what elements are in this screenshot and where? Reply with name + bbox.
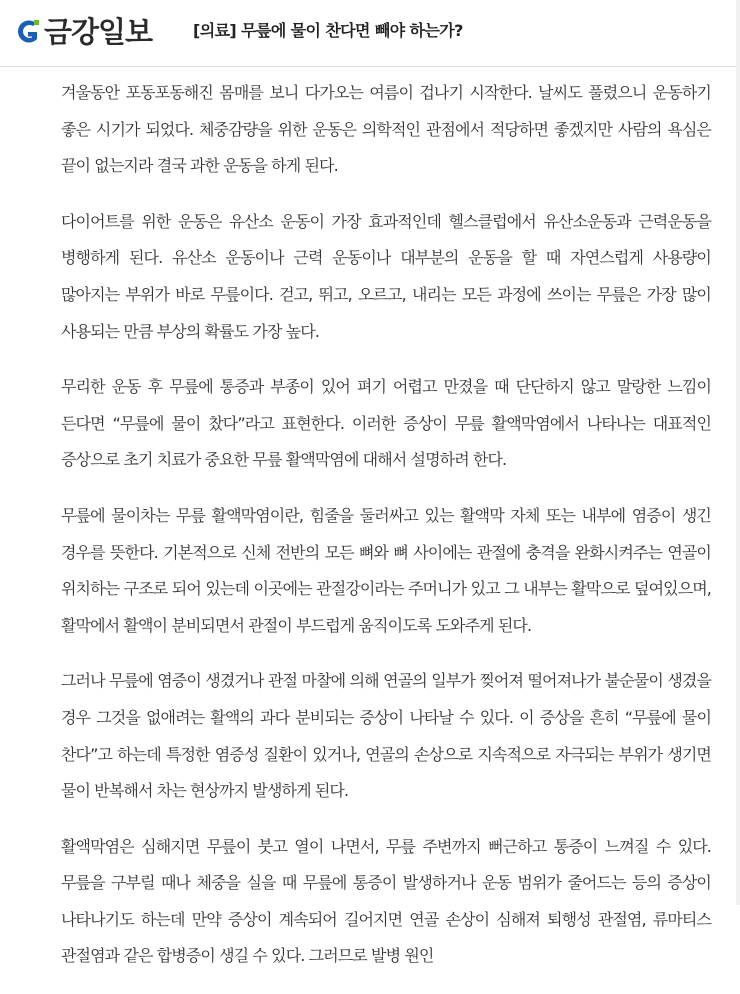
logo-text: 금강일보: [44, 15, 153, 49]
article-title: [의료] 무릎에 물이 찬다면 빼야 하는가?: [193, 21, 463, 40]
article-paragraph: 다이어트를 위한 운동은 유산소 운동이 가장 효과적인데 헬스클럽에서 유산소운동과 근력운동을 병행하게 된다. 유산소 운동이나 근력 운동이나 대부분의 운동을 할 때 자연스럽게 사용량이 많아지는 부위가 바로 무릎이다. 걷고, 뛰고, 오르고, 내리는 모든 과정에 쓰이는 무릎은 가장 많이 사용되는 만큼 부상의 확률도 가장 높다.: [61, 211, 711, 341]
article-paragraph: 활액막염은 심해지면 무릎이 붓고 열이 나면서, 무릎 주변까지 뻐근하고 통증이 느껴질 수 있다. 무릎을 구부릴 때나 체중을 실을 때 무릎에 통증이 발생하거나 운동 범위가 줄어드는 등의 증상이 나타나기도 하는데 만약 증상이 계속되어 길어지면 연골 손상이 심해져 퇴행성 관절염, 류마티스 관절염과 같은 합병증이 생길 수 있다. 그러므로 발병 원인: [61, 836, 711, 966]
article-paragraph: 그러나 무릎에 염증이 생겼거나 관절 마찰에 의해 연골의 일부가 찢어져 떨어져나가 불순물이 생겼을 경우 그것을 없애려는 활액의 과다 분비되는 증상이 나타날 수 있다. 이 증상을 흔히 “무릎에 물이 찬다”고 하는데 특정한 염증성 질환이 있거나, 연골의 손상으로 지속적으로 자극되는 부위가 생기면 물이 반복해서 차는 현상까지 발생하게 된다.: [61, 671, 711, 801]
article-paragraph: 겨울동안 포동포동해진 몸매를 보니 다가오는 여름이 겁나기 시작한다. 날씨도 풀렸으니 운동하기 좋은 시기가 되었다. 체중감량을 위한 운동은 의학적인 관점에서 적당하면 좋겠지만 사람의 욕심은 끝이 없는지라 결국 과한 운동을 하게 된다.: [61, 83, 711, 176]
site-logo[interactable]: [14, 14, 152, 50]
article-paragraph: 무리한 운동 후 무릎에 통증과 부종이 있어 펴기 어렵고 만졌을 때 단단하지 않고 말랑한 느낌이 든다면 “무릎에 물이 찼다”라고 표현한다. 이러한 증상이 무릎 활액막염에서 나타나는 대표적인 증상으로 초기 치료가 중요한 무릎 활액막염에 대해서 설명하려 한다.: [61, 377, 711, 470]
article-body: [61, 75, 711, 994]
article-paragraph: 무릎에 물이차는 무릎 활액막염이란, 힘줄을 둘러싸고 있는 활액막 자체 또는 내부에 염증이 생긴 경우를 뜻한다. 기본적으로 신체 전반의 모든 뼈와 뼈 사이에는 관절에 충격을 완화시켜주는 연골이 위치하는 구조로 되어 있는데 이곳에는 관절강이라는 주머니가 있고 그 내부는 활막으로 덮여있으며, 활막에서 활액이 분비되면서 관절이 부드럽게 움직이도록 도와주게 된다.: [61, 505, 711, 635]
g-logo-icon: [14, 17, 41, 47]
site-header: [0, 0, 740, 67]
scrollbar[interactable]: [736, 0, 740, 905]
